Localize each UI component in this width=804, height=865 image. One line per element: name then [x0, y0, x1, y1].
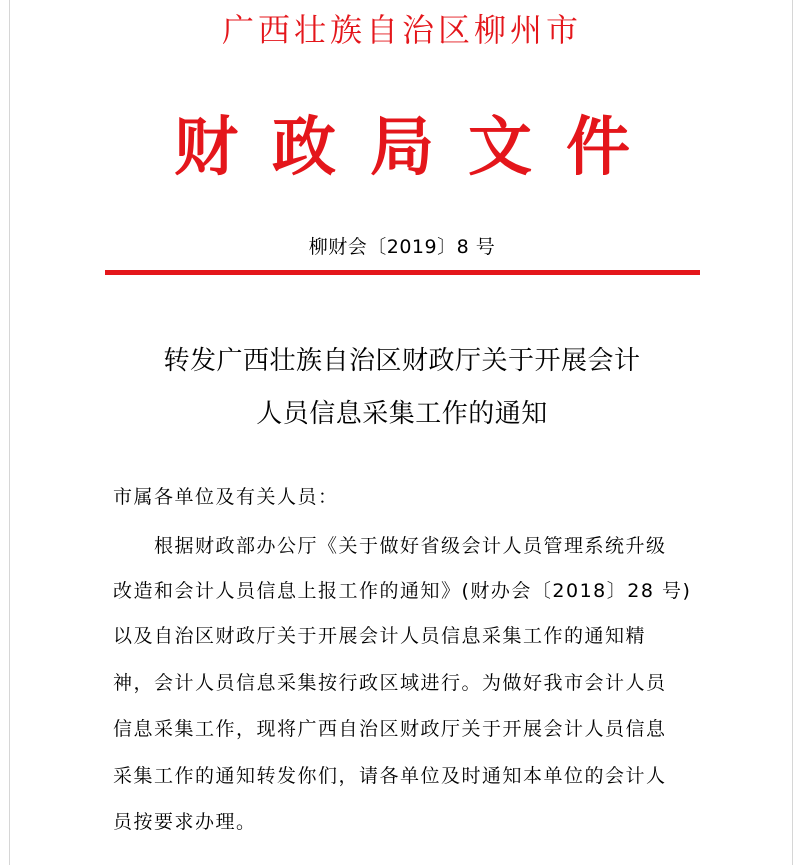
bureau-title: 财政局文件 [174, 111, 664, 185]
body-line: 员按要求办理。 [113, 811, 257, 833]
body-line: 信息采集工作，现将广西自治区财政厅关于开展会计人员信息 [113, 718, 667, 740]
notice-title-line-2: 人员信息采集工作的通知 [256, 399, 548, 429]
body-line: 神，会计人员信息采集按行政区域进行。为做好我市会计人员 [113, 672, 667, 694]
document-number: 柳财会〔2019〕8 号 [308, 236, 496, 258]
body-line: 采集工作的通知转发你们，请各单位及时通知本单位的会计人 [113, 765, 667, 787]
salutation: 市属各单位及有关人员： [113, 486, 339, 508]
red-divider-line [105, 270, 700, 275]
body-line: 以及自治区财政厅关于开展会计人员信息采集工作的通知精 [113, 625, 647, 647]
notice-title-line-1: 转发广西壮族自治区财政厅关于开展会计 [163, 346, 641, 376]
body-line: 改造和会计人员信息上报工作的通知》(财办会〔2018〕28 号) [113, 580, 692, 602]
body-line: 根据财政部办公厅《关于做好省级会计人员管理系统升级 [113, 535, 667, 557]
city-header: 广西壮族自治区柳州市 [221, 11, 582, 49]
